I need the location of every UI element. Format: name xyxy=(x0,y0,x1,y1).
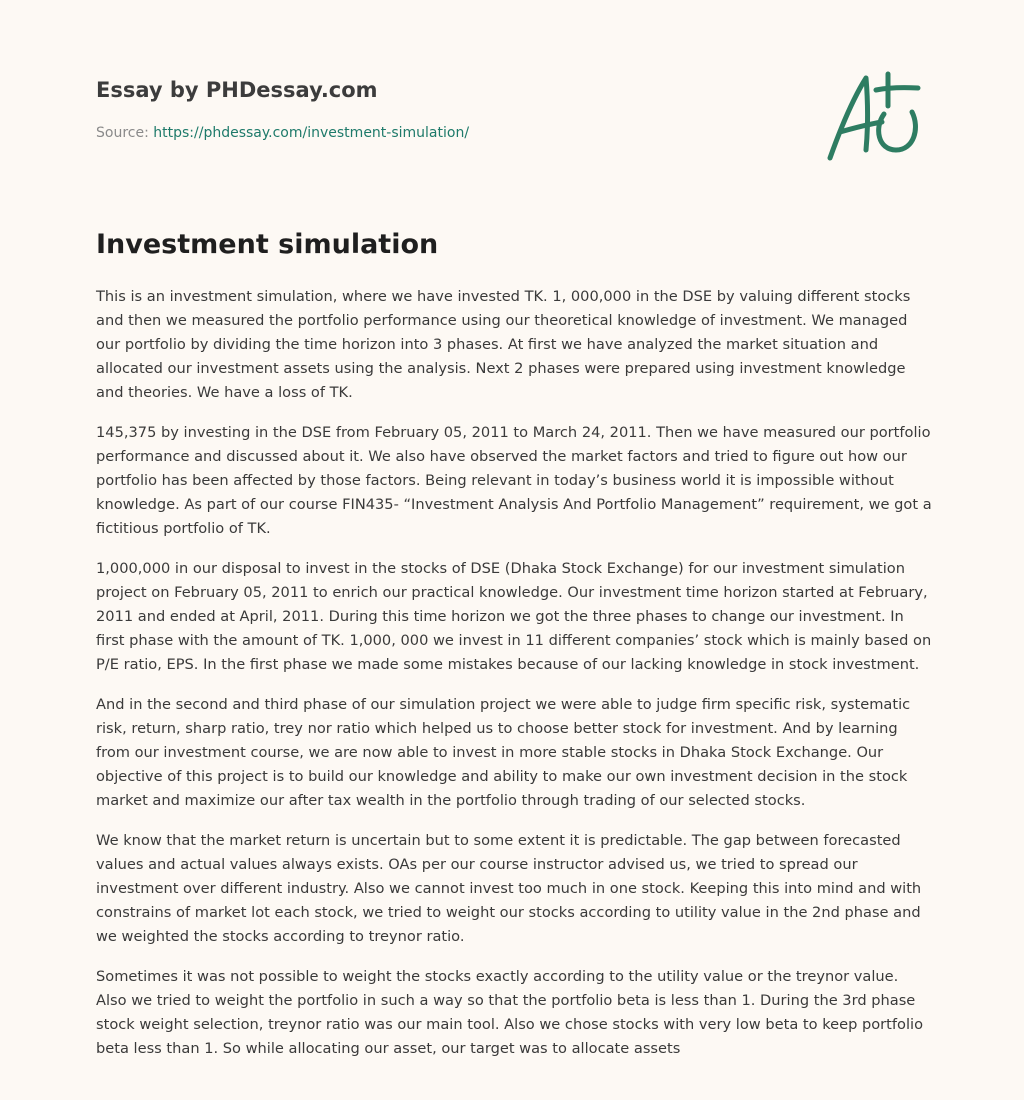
essay-paragraph: We know that the market return is uncertain but to some extent it is predictable. The gap between forecasted values and actual values always exists. OAs per our course instructor advised us, we tried to spread our investment over different industry. Also we cannot invest too much in one stock. Keeping this into mind and with constrains of market lot each stock, we tried to weight our stocks according to utility value in the 2nd phase and we weighted the stocks according to treynor ratio. xyxy=(96,832,922,945)
essay-paragraph: Sometimes it was not possible to weight the stocks exactly according to the utility value or the treynor value. Also we tried to weight the portfolio in such a way so that the portfolio beta is less than 1. During the 3rd phase stock weight selection, treynor ratio was our main tool. Also we chose stocks with very low beta to keep portfolio beta less than 1. So while allocating our asset, our target was to allocate assets xyxy=(96,968,924,1057)
a-plus-logo-icon xyxy=(822,66,932,166)
page-header xyxy=(96,76,796,143)
source-label: Source: xyxy=(96,125,149,141)
site-title: Essay by PHDessay.com xyxy=(96,78,378,102)
essay-paragraph: And in the second and third phase of our simulation project we were able to judge firm specific risk, systematic risk, return, sharp ratio, trey nor ratio which helped us to choose better stock for investment. And by learning from our investment course, we are now able to invest in more stable stocks in Dhaka Stock Exchange. Our objective of this project is to build our knowledge and ability to make our own investment decision in the stock market and maximize our after tax wealth in the portfolio through trading of our selected stocks. xyxy=(96,696,911,809)
essay-paragraph: 145,375 by investing in the DSE from February 05, 2011 to March 24, 2011. Then we have measured our portfolio performance and discussed about it. We also have observed the market factors and tried to figure out how our portfolio has been affected by those factors. Being relevant in today’s business world it is impossible without knowledge. As part of our course FIN435- “Investment Analysis And Portfolio Management” requirement, we got a fictitious portfolio of TK. xyxy=(96,424,932,537)
source-line xyxy=(96,123,796,143)
source-link[interactable]: https://phdessay.com/investment-simulation/ xyxy=(153,125,470,141)
essay-paragraph: 1,000,000 in our disposal to invest in the stocks of DSE (Dhaka Stock Exchange) for our investment simulation project on February 05, 2011 to enrich our practical knowledge. Our investment time horizon started at February, 2011 and ended at April, 2011. During this time horizon we got the three phases to change our investment. In first phase with the amount of TK. 1,000, 000 we invest in 11 different companies’ stock which is mainly based on P/E ratio, EPS. In the first phase we made some mistakes because of our lacking knowledge in stock investment. xyxy=(96,560,932,673)
essay-paragraph: This is an investment simulation, where we have invested TK. 1, 000,000 in the DSE by valuing different stocks and then we measured the portfolio performance using our theoretical knowledge of investment. We managed our portfolio by dividing the time horizon into 3 phases. At first we have analyzed the market situation and allocated our investment assets using the analysis. Next 2 phases were prepared using investment knowledge and theories. We have a loss of TK. xyxy=(96,288,911,401)
essay-body xyxy=(96,285,932,1077)
essay-title: Investment simulation xyxy=(96,229,439,260)
